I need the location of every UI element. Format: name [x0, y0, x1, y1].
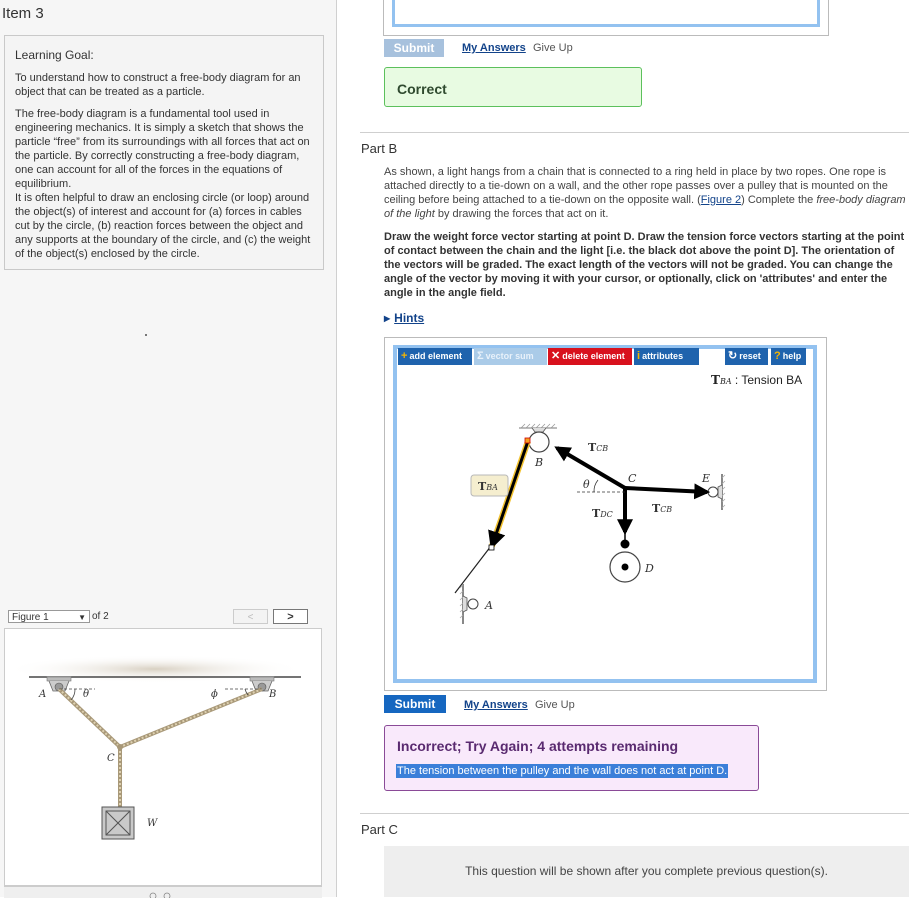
part-b-intro-text: by drawing the forces that act on it. [434, 208, 609, 220]
selected-description: : Tension BA [731, 373, 803, 387]
dropdown-arrow-icon: ▼ [78, 613, 86, 622]
label-theta: θ [583, 478, 590, 491]
previous-figure-button[interactable]: < [233, 609, 268, 624]
learning-goal-heading: Learning Goal: [15, 48, 94, 62]
vector-sum-button[interactable] [474, 348, 547, 365]
part-a-feedback [384, 67, 642, 107]
learning-goal-paragraph: It is often helpful to draw an enclosing circle (or loop) around the object(s) of interest and account for (a) forces in cables cut by the circle, (b) reaction forces between the object and any supports at the boundary of the circle, and (c) the weight of the object(s) enclosed by the circle. [15, 192, 311, 260]
question-icon: ? [774, 350, 781, 362]
label-t-cb: TCB [588, 441, 609, 454]
correct-label: Correct [397, 81, 447, 97]
part-b-feedback [384, 725, 759, 791]
attributes-label: attributes [642, 351, 684, 361]
label-c: C [628, 472, 637, 485]
stray-dot [145, 334, 147, 336]
incorrect-title: Incorrect; Try Again; 4 attempts remaining [397, 738, 679, 754]
part-b-title: Part B [361, 141, 398, 156]
learning-goal-body [15, 107, 315, 261]
part-a-my-answers-link[interactable]: My Answers [462, 42, 526, 54]
figure-panel [4, 628, 322, 886]
label-theta: θ [83, 689, 90, 700]
part-c-title: Part C [361, 822, 398, 837]
delete-element-button[interactable] [548, 348, 632, 365]
contact-point [621, 540, 630, 549]
label-d: D [645, 562, 654, 575]
label-b: B [269, 689, 277, 700]
part-a-give-up-link[interactable]: Give Up [533, 42, 573, 54]
part-b-intro [384, 165, 907, 221]
part-a-canvas[interactable] [392, 0, 820, 27]
part-b-intro-text: As shown, a light hangs from a chain that is connected to a ring held in place by two ropes. One rope is attached directly to a tie-down on a wall, and the other rope passes over a pulley that is mounted on the ceiling before being attached to a tie-down on the opposite wall. ( [384, 166, 888, 206]
part-c-message: This question will be shown after you complete previous question(s). [465, 864, 828, 878]
help-button[interactable] [771, 348, 806, 365]
learning-goal-paragraph: The free-body diagram is a fundamental tool used in engineering mechanics. It is simply a sketch that shows the particle “free” from its surroundings with all forces that act on the particle. By correctly constructing a free-body diagram, one can account for all of the forces in the equations of equilibrium. [15, 108, 310, 190]
point-d [622, 564, 629, 571]
next-figure-button[interactable]: > [273, 609, 308, 624]
label-a: A [39, 689, 47, 700]
part-b-intro-italic: free-body diagram of the light [384, 194, 906, 220]
info-icon: i [637, 350, 641, 362]
label-c: C [107, 753, 115, 764]
part-c-locked-box [384, 846, 909, 897]
part-b-intro-text: ) Complete the [741, 194, 817, 206]
divider [360, 132, 909, 133]
part-b-instructions: Draw the weight force vector starting at point D. Draw the tension force vectors starting at the point of contact between the chain and the light [i.e. the black dot above the point D]. The orientation of the vectors will be graded. The exact length of the vectors will not be graded. You can change the angle of the vector by moving it with your cursor, or optionally, click on 'attributes' and enter the angle in the angle field. [384, 231, 905, 299]
figure-scrollbar[interactable] [4, 886, 322, 898]
attributes-button[interactable] [634, 348, 699, 365]
learning-goal-box [4, 35, 324, 270]
divider [360, 813, 909, 814]
vector-handle-end[interactable] [489, 545, 494, 550]
figure-1-diagram [5, 629, 321, 885]
vector-t-cb[interactable] [557, 448, 625, 488]
plus-icon: + [401, 350, 408, 362]
label-w: W [147, 818, 158, 829]
hints-label: Hints [394, 311, 425, 325]
label-a: A [485, 599, 493, 612]
reset-label: reset [739, 351, 761, 361]
hints-toggle[interactable] [384, 311, 424, 325]
reset-icon: ↻ [728, 350, 738, 362]
pager-dots [4, 887, 322, 898]
label-t-ba: TBA [478, 480, 498, 493]
item-title: Item 3 [2, 5, 44, 22]
tie-down-e [708, 474, 725, 510]
free-body-diagram [397, 370, 813, 675]
label-t-dc: TDC [592, 507, 613, 520]
label-phi: ϕ [211, 689, 218, 700]
figure-count: of 2 [92, 611, 109, 622]
label-t-ce: TCB [652, 502, 673, 515]
vector-handle-start[interactable] [525, 438, 530, 443]
part-b-my-answers-link[interactable]: My Answers [464, 699, 528, 711]
add-element-button[interactable] [398, 348, 472, 365]
figure-navigation [4, 608, 322, 626]
reset-button[interactable] [725, 348, 768, 365]
close-icon: ✕ [551, 350, 561, 362]
crate-w [102, 807, 134, 839]
part-b-give-up-link[interactable]: Give Up [535, 699, 575, 711]
selected-symbol: T [711, 373, 720, 387]
expand-triangle-icon: ▶ [384, 314, 391, 323]
learning-goal-text: To understand how to construct a free-body diagram for an object that can be treated as a particle. [15, 72, 301, 98]
delete-element-label: delete element [562, 351, 625, 361]
figure-select-value: Figure 1 [12, 612, 49, 623]
figure-select[interactable] [8, 610, 90, 623]
part-a-answer-area [383, 0, 829, 36]
tie-down-a [460, 584, 478, 624]
selected-subscript: BA [719, 377, 732, 386]
part-a-submit-button[interactable]: Submit [384, 39, 444, 57]
incorrect-message: The tension between the pulley and the wall does not act at point D. [397, 765, 728, 777]
rope-ab [455, 546, 491, 593]
sigma-icon: Σ [477, 350, 484, 362]
vector-sum-label: vector sum [485, 351, 534, 361]
add-element-label: add element [409, 351, 462, 361]
label-b: B [535, 456, 544, 469]
part-b-submit-button[interactable]: Submit [384, 695, 446, 713]
label-e: E [702, 472, 711, 485]
help-label: help [782, 351, 802, 361]
figure-2-link[interactable]: Figure 2 [700, 194, 742, 206]
ring-c [117, 744, 123, 750]
vector-t-ce[interactable] [625, 488, 707, 492]
